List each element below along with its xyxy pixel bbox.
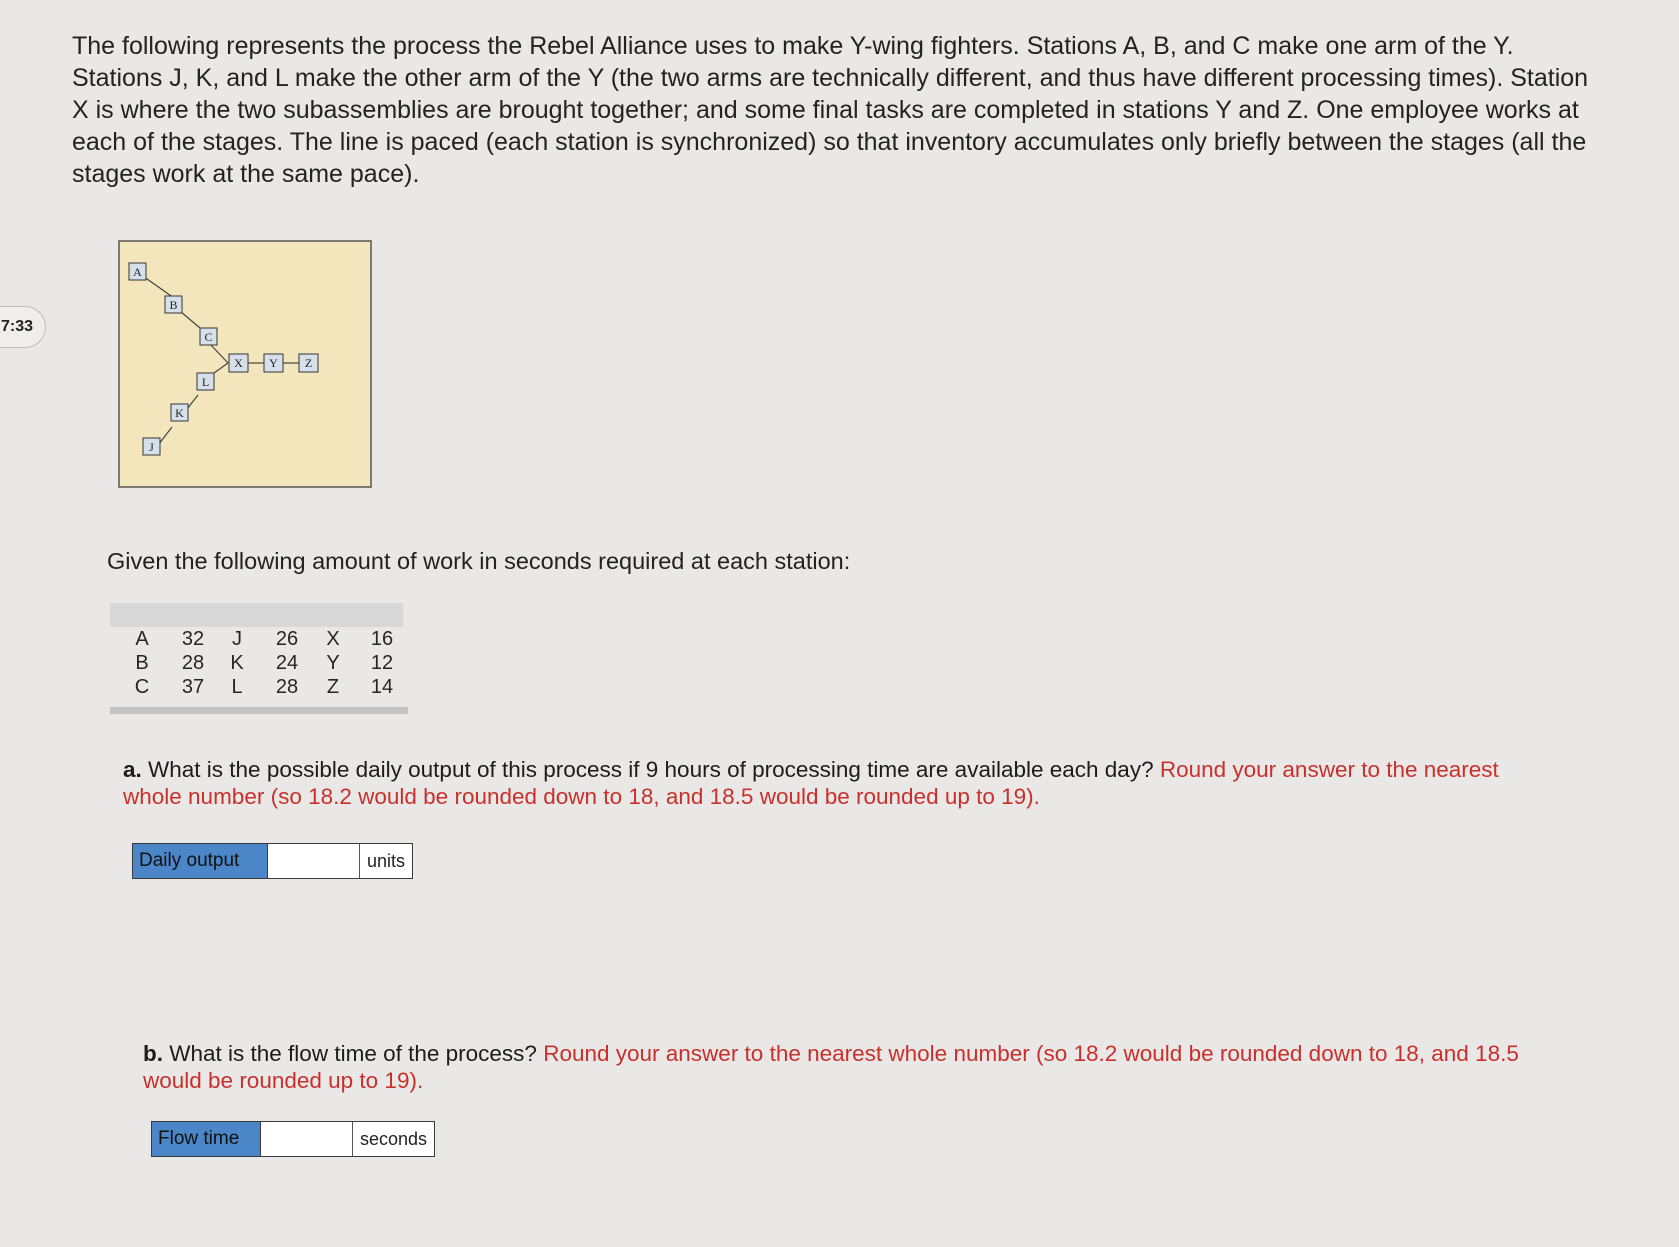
station-l-node (197, 373, 214, 390)
question-b-text: What is the flow time of the process? (169, 1041, 537, 1066)
station-x-label: X (234, 356, 243, 370)
flow-time-label: Flow time (152, 1122, 261, 1156)
table-cell: A (135, 628, 149, 650)
timer-badge (0, 306, 46, 348)
table-cell: 12 (370, 652, 394, 674)
table-cell: 32 (181, 628, 205, 650)
table-cell: B (135, 652, 149, 674)
station-j-label: J (149, 440, 154, 454)
daily-output-label: Daily output (133, 844, 268, 878)
table-cell: 26 (275, 628, 299, 650)
given-statement: Given the following amount of work in seconds required at each station: (107, 548, 851, 574)
diagram-svg (118, 240, 372, 488)
station-a-node (129, 263, 146, 280)
table-footer-band (110, 707, 408, 714)
question-b-instruction: Round your answer to the nearest whole number (so 18.2 would be rounded down to 18, and 18.5 would be rounded up to 19). (143, 1041, 1519, 1093)
flow-time-unit: seconds (353, 1122, 434, 1156)
table-cell: X (326, 628, 340, 650)
station-k-label: K (175, 406, 184, 420)
question-a (123, 756, 1543, 810)
problem-intro: The following represents the process the Rebel Alliance uses to make Y-wing fighters. Stations A, B, and C make one arm of the Y. Stations J, K, and L make the other arm of the Y (the two arms are technically different, and thus have different processing times). Station X is where the two subassemblies are brought together; and some final tasks are completed in stations Y and Z. One employee works at each of the stages. The line is paced (each station is synchronized) so that inventory accumulates only briefly between the stages (all the stages work at the same pace). (72, 32, 1589, 188)
timer-text: 7:33 (0, 318, 33, 335)
y-line-diagram (118, 240, 372, 488)
station-y-node (264, 354, 283, 372)
table-cell: J (232, 628, 242, 650)
flow-time-input[interactable] (261, 1122, 353, 1156)
station-z-node (299, 354, 318, 372)
station-b-node (165, 296, 182, 313)
table-cell: 28 (181, 652, 205, 674)
table-cell: 28 (275, 676, 299, 698)
station-c-node (200, 328, 217, 345)
table-cell: 16 (370, 628, 394, 650)
question-b-label: b. (143, 1041, 163, 1066)
table-header-band (110, 603, 403, 627)
table-cell: Y (326, 652, 340, 674)
station-x-node (229, 354, 248, 372)
table-cell: 14 (370, 676, 394, 698)
table-cell: 24 (275, 652, 299, 674)
daily-output-input[interactable] (268, 844, 360, 878)
question-b (143, 1040, 1543, 1094)
station-c-label: C (204, 330, 213, 344)
table-cell: 37 (181, 676, 205, 698)
work-time-table (110, 603, 408, 715)
table-cell: Z (326, 676, 340, 698)
station-b-label: B (169, 298, 178, 312)
station-a-label: A (133, 265, 142, 279)
flow-time-answer-row (151, 1121, 435, 1157)
question-a-instruction: Round your answer to the nearest whole number (so 18.2 would be rounded down to 18, and 18.5 would be rounded up to 19). (123, 757, 1499, 809)
station-k-node (171, 404, 188, 421)
table-cell: L (231, 676, 243, 698)
question-a-text: What is the possible daily output of this process if 9 hours of processing time are available each day? (148, 757, 1154, 782)
station-j-node (143, 438, 160, 455)
table-cell: K (230, 652, 244, 674)
daily-output-unit: units (360, 844, 412, 878)
station-y-label: Y (269, 356, 278, 370)
question-a-label: a. (123, 757, 142, 782)
table-cell: C (134, 676, 150, 698)
station-l-label: L (201, 375, 210, 389)
station-z-label: Z (304, 356, 313, 370)
daily-output-answer-row (132, 843, 413, 879)
